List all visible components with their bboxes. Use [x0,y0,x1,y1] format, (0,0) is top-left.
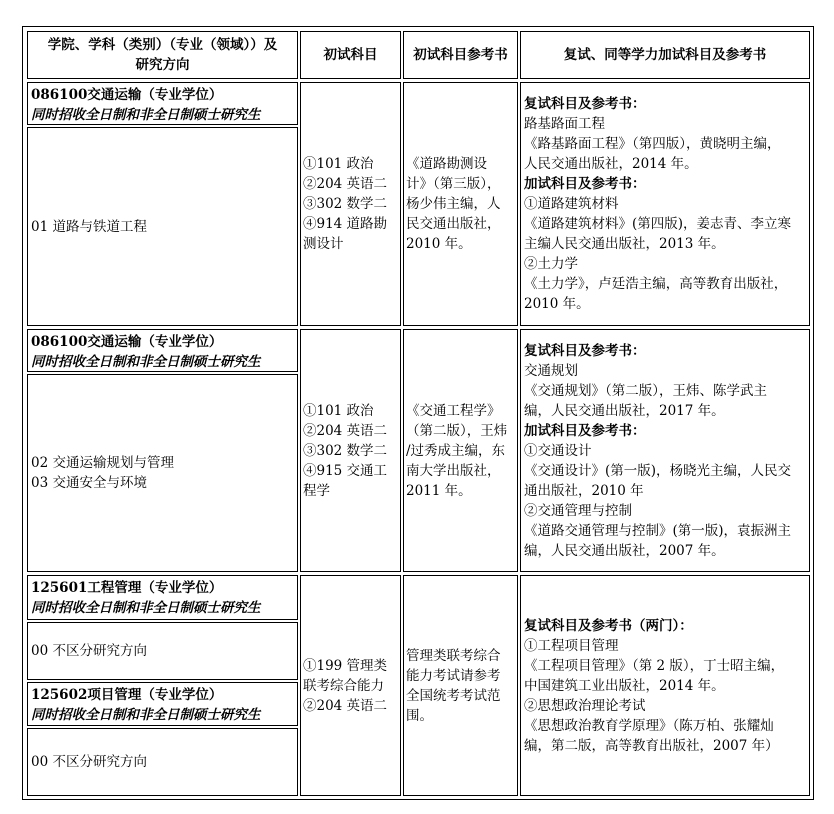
book-line: 民交通出版社， [406,216,501,232]
header-college-line1: 学院、学科（类别）（专业（领域））及 [47,37,278,53]
direction-item: 00 不区分研究方向 [31,754,147,770]
exam-subjects-1 [300,82,401,326]
program-note: 同时招收全日制和非全日制硕士研究生 [31,354,261,370]
book-line: 2011 年。 [406,482,472,499]
program-note: 同时招收全日制和非全日制硕士研究生 [31,707,261,723]
ref-line: ①道路建筑材料 [524,196,619,212]
program-header-4 [27,682,298,726]
ref-line: ①工程项目管理 [524,637,619,654]
subject-line: 联考综合能力 [303,677,384,694]
subject-line: ③302 数学二 [303,442,388,459]
book-line: /过秀成主编，东 [406,442,506,459]
header-exam-books: 初试科目参考书 [403,31,518,79]
ref-heading: 复试科目及参考书： [524,342,646,359]
program-note: 同时招收全日制和非全日制硕士研究生 [31,600,261,616]
ref-line: 《工程项目管理》（第 2 版），丁士昭主编， [524,657,785,674]
program-code: 125602项目管理（专业学位） [31,687,223,703]
ref-line: 路基路面工程 [524,116,605,132]
ref-line: 《土力学》，卢廷浩主编，高等教育出版社， [524,276,788,292]
ref-line: 交通规划 [524,362,578,379]
book-line: 南大学出版社， [406,462,501,479]
book-line: 全国统考考试范 [406,687,501,704]
book-line: 《道路勘测设 [406,156,487,172]
subject-line: ③302 数学二 [303,196,388,212]
header-college-major [27,31,298,79]
subject-line: 程学 [303,482,330,499]
program-header-1 [27,82,298,125]
subject-line: ②204 英语二 [303,422,388,439]
program-header-3 [27,575,298,620]
book-line: 2010 年。 [406,236,472,252]
ref-line: 主编人民交通出版社，2013 年。 [524,236,725,252]
ref-line: 人民交通出版社，2014 年。 [524,156,698,172]
book-line: 杨少伟主编，人 [406,196,501,212]
ref-line: ②思想政治理论考试 [524,697,646,714]
subject-line: ④914 道路勘 [303,216,388,232]
exam-subjects-3 [300,575,401,796]
admissions-table [22,26,814,800]
exam-books-3 [403,575,518,796]
program-note: 同时招收全日制和非全日制硕士研究生 [31,107,261,123]
ref-line: 《道路建筑材料》(第四版)，姜志青、李立寒 [524,216,792,232]
book-line: 《交通工程学》 [406,402,501,419]
ref-line: 编，第二版，高等教育出版社，2007 年） [524,737,779,754]
book-line: 围。 [406,707,433,724]
ref-heading: 加试科目及参考书： [524,422,646,439]
ref-line: ②土力学 [524,256,578,272]
ref-line: 编，人民交通出版社，2007 年。 [524,542,725,559]
ref-line: 《交通规划》（第二版），王炜、陈学武主 [524,382,767,399]
exam-subjects-2 [300,329,401,572]
ref-line: 2010 年。 [524,296,590,312]
subject-line: ②204 英语二 [303,697,388,714]
direction-item: 00 不区分研究方向 [31,643,147,659]
ref-line: ②交通管理与控制 [524,502,632,519]
direction-item: 02 交通运输规划与管理 [31,455,174,471]
direction-cell-3 [27,622,298,680]
direction-cell-4 [27,728,298,796]
exam-books-2 [403,329,518,572]
subject-line: ①101 政治 [303,156,374,172]
book-line: 计》（第三版）， [406,176,501,192]
ref-line: 《道路交通管理与控制》(第一版)，袁振洲主 [524,522,792,539]
ref-heading: 复试科目及参考书： [524,96,646,112]
subject-line: ②204 英语二 [303,176,388,192]
ref-line: 中国建筑工业出版社，2014 年。 [524,677,725,694]
ref-line: 编，人民交通出版社，2017 年。 [524,402,725,419]
ref-line: ①交通设计 [524,442,592,459]
ref-heading: 加试科目及参考书： [524,176,646,192]
retest-books-1 [520,82,810,326]
subject-line: ①101 政治 [303,402,374,419]
header-college-line2: 研究方向 [135,57,190,73]
retest-books-3 [520,575,810,796]
program-code: 086100交通运输（专业学位） [31,87,223,103]
book-line: 能力考试请参考 [406,667,501,684]
direction-cell-2 [27,374,298,572]
program-header-2 [27,329,298,372]
direction-item: 01 道路与铁道工程 [31,218,147,235]
direction-cell-1 [27,127,298,326]
header-retest-books: 复试、同等学力加试科目及参考书 [520,31,810,79]
program-code: 086100交通运输（专业学位） [31,334,223,350]
subject-line: ①199 管理类 [303,657,388,674]
book-line: （第二版），王炜 [406,422,508,439]
ref-heading: 复试科目及参考书（两门）： [524,617,693,634]
subject-line: ④915 交通工 [303,462,388,479]
exam-books-1 [403,82,518,326]
book-line: 管理类联考综合 [406,647,501,664]
header-exam-subjects: 初试科目 [300,31,401,79]
program-code: 125601工程管理（专业学位） [31,580,223,596]
direction-item: 03 交通安全与环境 [31,475,147,491]
ref-line: 《路基路面工程》（第四版），黄晓明主编， [524,136,781,152]
ref-line: 《交通设计》(第一版)，杨晓光主编，人民交 [524,462,792,479]
subject-line: 测设计 [303,236,344,252]
retest-books-2 [520,329,810,572]
ref-line: 《思想政治教育学原理》（陈万柏、张耀灿 [524,717,774,734]
ref-line: 通出版社，2010 年 [524,482,644,499]
